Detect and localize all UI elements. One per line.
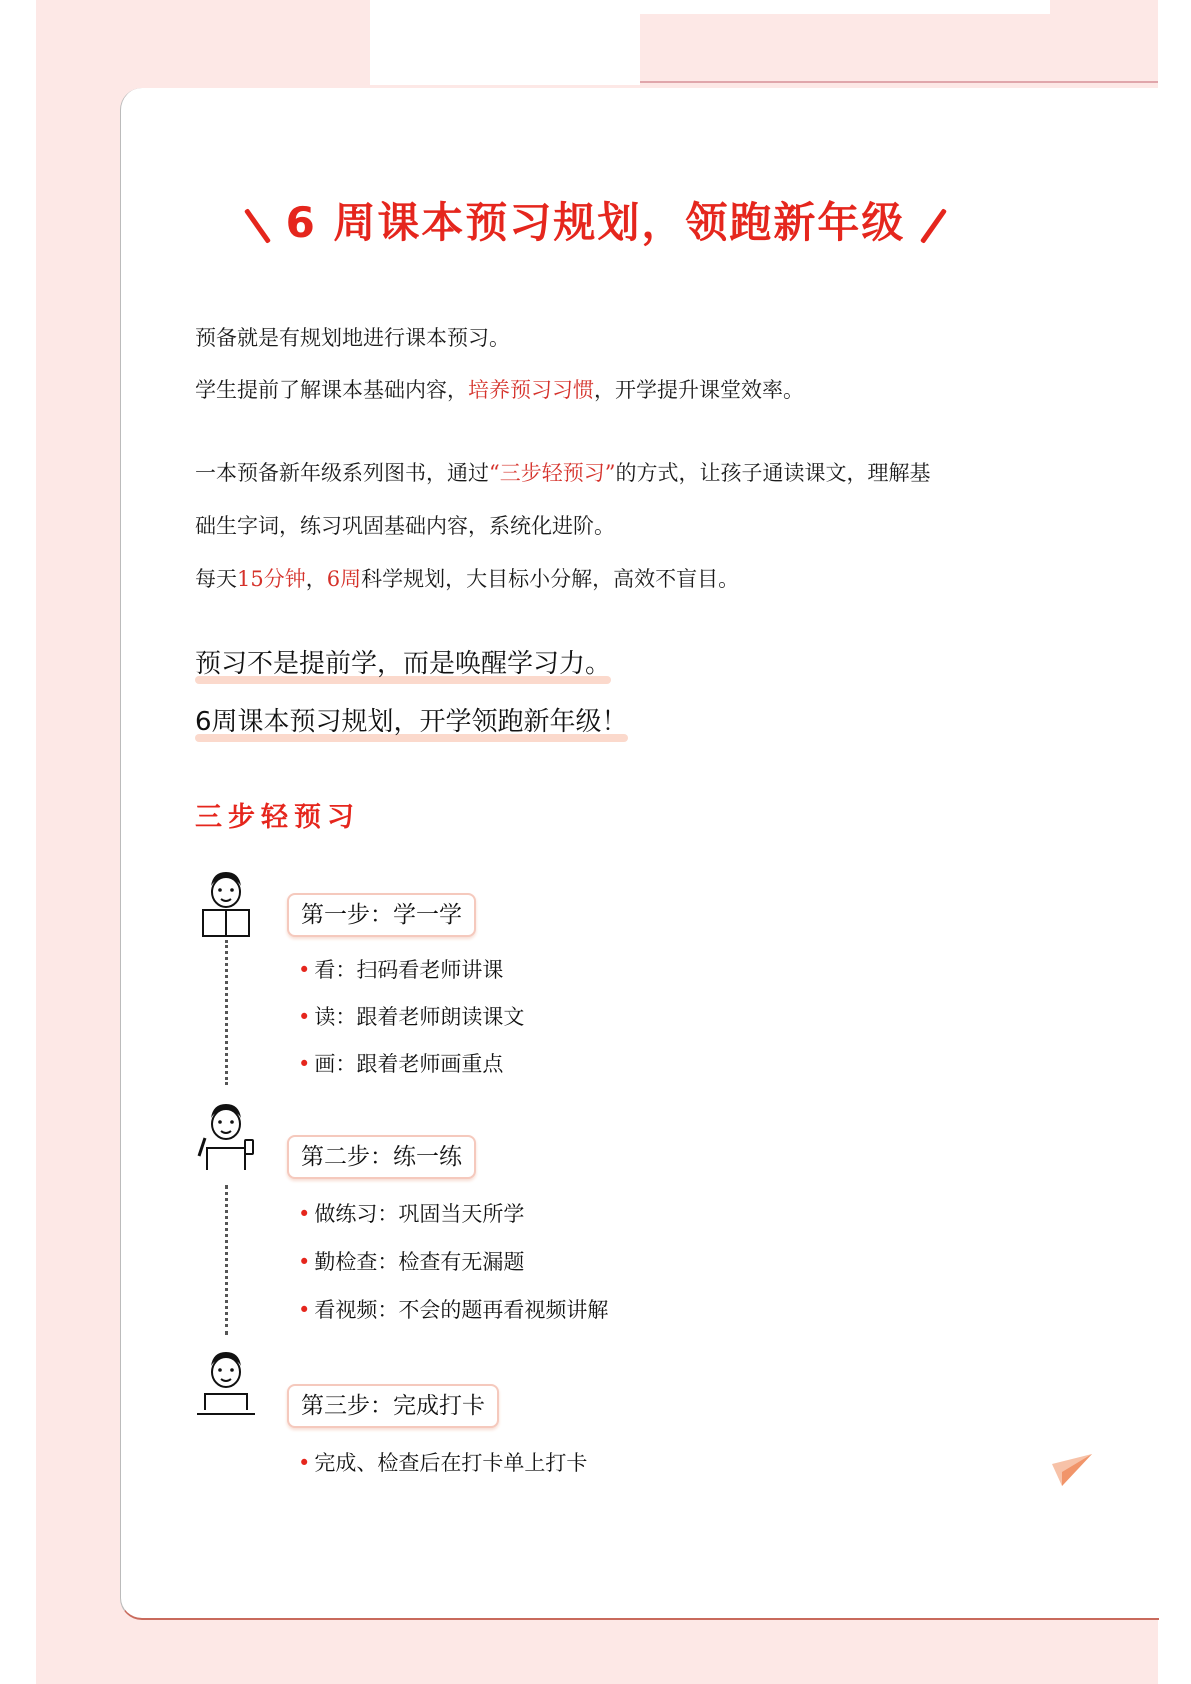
intro-line-1: 预备就是有规划地进行课本预习。 bbox=[195, 326, 510, 350]
intro-line-4: 础生字词，练习巩固基础内容，系统化进阶。 bbox=[195, 514, 615, 538]
text: 科学规划，大目标小分解，高效不盲目。 bbox=[361, 567, 740, 591]
bullet-text: 看：扫码看老师讲课 bbox=[314, 958, 504, 982]
intro-line-2 bbox=[195, 374, 804, 404]
step-1-bullet bbox=[298, 1048, 503, 1078]
bullet-text: 勤检查：检查有无漏题 bbox=[314, 1250, 525, 1274]
emphasis-text: 6周 bbox=[326, 567, 362, 591]
slash-decoration-icon bbox=[244, 208, 271, 244]
slogan-2 bbox=[195, 701, 628, 738]
timeline-dotted-line bbox=[225, 940, 228, 1085]
bullet-dot-icon: • bbox=[298, 1451, 311, 1475]
page-margin bbox=[370, 0, 640, 85]
boy-writing-icon bbox=[193, 1348, 259, 1420]
intro-line-3 bbox=[195, 457, 930, 487]
text: ， bbox=[305, 567, 327, 591]
bullet-text: 做练习：巩固当天所学 bbox=[314, 1202, 525, 1226]
bullet-text: 完成、检查后在打卡单上打卡 bbox=[314, 1451, 588, 1475]
timeline-dotted-line bbox=[225, 1185, 228, 1335]
slogan-text: 预习不是提前学，而是唤醒学习力。 bbox=[195, 649, 612, 679]
slogan-1 bbox=[195, 643, 611, 680]
bullet-dot-icon: • bbox=[298, 1250, 311, 1274]
page-margin bbox=[640, 0, 1050, 14]
bullet-dot-icon: • bbox=[298, 1005, 311, 1029]
page-margin bbox=[0, 0, 36, 1684]
emphasis-text: “三步轻预习” bbox=[489, 461, 616, 485]
emphasis-text: 培养预习习惯 bbox=[468, 378, 594, 402]
boy-with-pencil-and-phone-icon bbox=[193, 1100, 259, 1172]
paper-plane-icon bbox=[1050, 1452, 1094, 1488]
step-1-bullet bbox=[298, 1001, 524, 1031]
step-3-bullet bbox=[298, 1447, 587, 1477]
step-2-bullet bbox=[298, 1198, 524, 1228]
bullet-dot-icon: • bbox=[298, 1052, 311, 1076]
boy-reading-book-icon bbox=[193, 868, 259, 940]
page-title-text: 6 周课本预习规划，领跑新年级 bbox=[285, 198, 906, 247]
step-2-label: 第二步：练一练 bbox=[287, 1135, 476, 1179]
step-2-bullet bbox=[298, 1294, 608, 1324]
bullet-text: 读：跟着老师朗读课文 bbox=[314, 1005, 525, 1029]
step-1-bullet bbox=[298, 954, 503, 984]
page-title bbox=[0, 190, 1191, 250]
bullet-dot-icon: • bbox=[298, 1298, 311, 1322]
intro-line-5 bbox=[195, 563, 739, 593]
text: 一本预备新年级系列图书，通过 bbox=[195, 461, 489, 485]
text: ，开学提升课堂效率。 bbox=[594, 378, 804, 402]
step-3-label: 第三步：完成打卡 bbox=[287, 1384, 499, 1428]
bullet-dot-icon: • bbox=[298, 958, 311, 982]
content-card bbox=[120, 88, 1159, 1620]
emphasis-text: 15分钟 bbox=[237, 567, 306, 591]
divider bbox=[640, 81, 1158, 83]
text: 每天 bbox=[195, 567, 237, 591]
section-title: 三步轻预习 bbox=[195, 802, 360, 833]
step-1-label: 第一步：学一学 bbox=[287, 893, 476, 937]
bullet-text: 看视频：不会的题再看视频讲解 bbox=[314, 1298, 609, 1322]
slogan-text: 6周课本预习规划，开学领跑新年级！ bbox=[195, 707, 628, 737]
step-2-bullet bbox=[298, 1246, 524, 1276]
text: 的方式，让孩子通读课文，理解基 bbox=[615, 461, 931, 485]
bullet-text: 画：跟着老师画重点 bbox=[314, 1052, 504, 1076]
bullet-dot-icon: • bbox=[298, 1202, 311, 1226]
slash-decoration-icon bbox=[920, 208, 947, 244]
page-margin bbox=[1158, 0, 1191, 1684]
text: 学生提前了解课本基础内容， bbox=[195, 378, 468, 402]
